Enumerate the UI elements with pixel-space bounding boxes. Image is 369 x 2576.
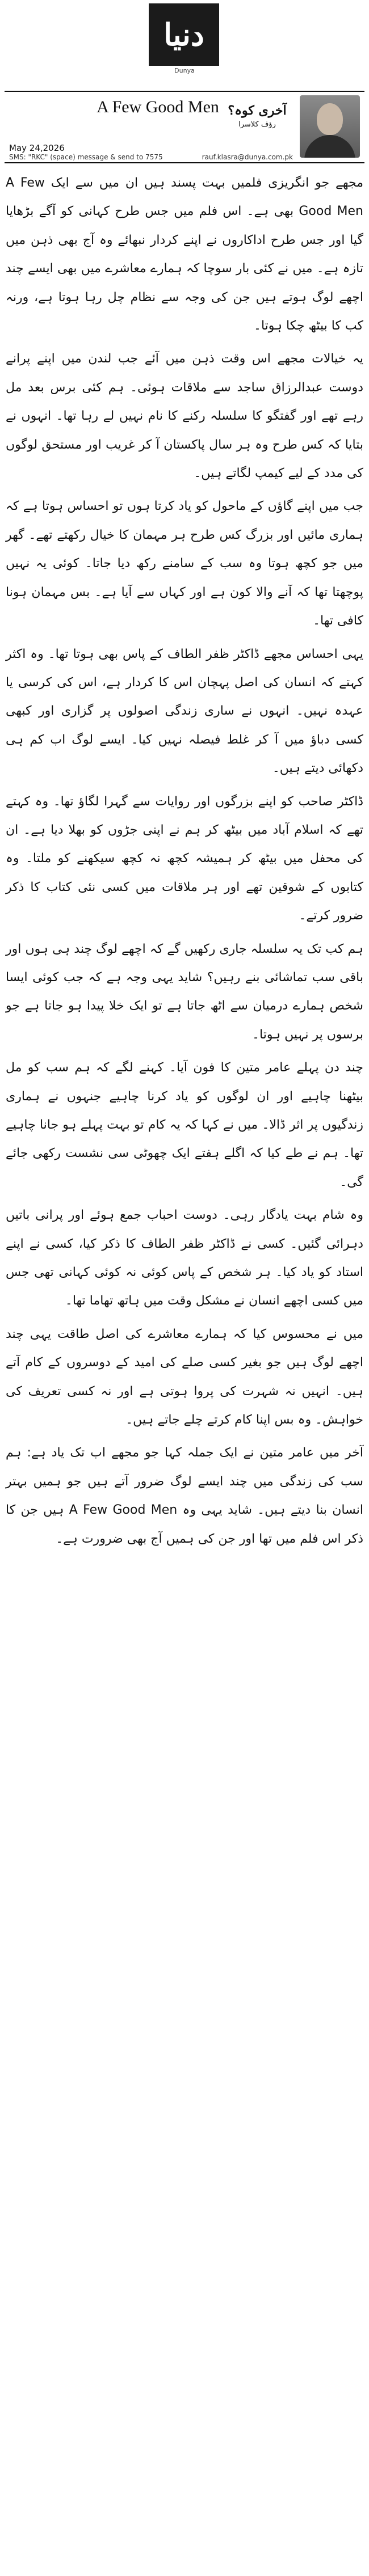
newspaper-logo: دنیا bbox=[149, 3, 219, 66]
column-header bbox=[5, 91, 364, 163]
masthead bbox=[0, 0, 369, 85]
paragraph: میں نے محسوس کیا کہ ہمارے معاشرے کی اصل طاقت یہی چند اچھے لوگ ہیں جو بغیر کسی صلے کی امید کے دوسروں کے کام آتے ہیں۔ انہیں نہ شہرت کی پروا ہوتی ہے اور نہ کسی تعریف کی خواہش۔ وہ بس اپنا کام کرتے چلے جاتے ہیں۔ bbox=[6, 1327, 363, 1428]
paragraph: وہ شام بہت یادگار رہی۔ دوست احباب جمع ہوئے اور پرانی باتیں دہرائی گئیں۔ کسی نے ڈاکٹر ظفر الطاف کا ذکر کیا، کسی نے اپنے استاد کو یاد کیا۔ ہر شخص کے پاس کوئی نہ کوئی کہانی تھی جس میں کسی اچھے انسان نے مشکل وقت میں ہاتھ تھاما تھا۔ bbox=[6, 1208, 363, 1308]
sms-info: SMS: "RKC" (space) message & send to 7575 bbox=[9, 153, 163, 161]
paragraph: ڈاکٹر صاحب کو اپنے بزرگوں اور روایات سے گہرا لگاؤ تھا۔ وہ کہتے تھے کہ اسلام آباد میں بیٹھ کر ہم نے اپنی جڑوں کو بھلا دیا ہے۔ ان کی محفل میں بیٹھ کر ہمیشہ کچھ نہ کچھ سیکھنے کو ملتا۔ وہ کتابوں کے شوقین تھے اور ہر ملاقات میں کسی نئی کتاب کا ذکر ضرور کرتے۔ bbox=[6, 794, 363, 923]
author-photo-shoulders bbox=[304, 135, 355, 158]
author-byline: رؤف کلاسرا bbox=[238, 120, 276, 129]
article-body bbox=[6, 169, 363, 1558]
paragraph: چند دن پہلے عامر متین کا فون آیا۔ کہنے لگے کہ ہم سب کو مل بیٹھنا چاہیے اور ان لوگوں کو یاد کرنا چاہیے جنہوں نے ہماری زندگیوں پر اثر ڈالا۔ میں نے کہا کہ یہ کام تو بہت پہلے ہو جانا چاہیے تھا۔ ہم نے طے کیا کہ اگلے ہفتے ایک چھوٹی سی نشست رکھی جائے گی۔ bbox=[6, 1061, 363, 1189]
author-photo bbox=[300, 95, 360, 158]
paragraph: مجھے جو انگریزی فلمیں بہت پسند ہیں ان میں سے ایک A Few Good Men بھی ہے۔ اس فلم میں جس طرح کہانی کو آگے بڑھایا گیا اور جس طرح اداکاروں نے اپنے کردار نبھائے وہ آج بھی ذہن میں تازہ ہے۔ میں نے کئی بار سوچا کہ ہمارے معاشرے میں بھی ایسے چند اچھے لوگ ہوتے ہیں جن کی وجہ سے نظام چل رہا ہوتا ہے، ورنہ کب کا بیٹھ چکا ہوتا۔ bbox=[6, 176, 364, 333]
paragraph: آخر میں عامر متین نے ایک جملہ کہا جو مجھے اب تک یاد ہے: ہم سب کی زندگی میں چند ایسے لوگ ضرور آتے ہیں جو ہمیں بہتر انسان بنا دیتے ہیں۔ شاید یہی وہ A Few Good Men ہیں جن کا ذکر اس فلم میں تھا اور جن کی ہمیں آج بھی ضرورت ہے۔ bbox=[6, 1446, 364, 1546]
column-name bbox=[220, 103, 294, 129]
column-name-text: آخری کوہ؟ bbox=[228, 103, 287, 118]
paragraph: یہی احساس مجھے ڈاکٹر ظفر الطاف کے پاس بھی ہوتا تھا۔ وہ اکثر کہتے کہ انسان کی اصل پہچان اس کا کردار ہے، اس کی کرسی یا عہدہ نہیں۔ انہوں نے ساری زندگی اصولوں پر گزاری اور کبھی کسی دباؤ میں آ کر غلط فیصلہ نہیں کیا۔ ایسے لوگ اب کم ہی دکھائی دیتے ہیں۔ bbox=[6, 647, 363, 776]
author-email[interactable]: rauf.klasra@dunya.com.pk bbox=[202, 153, 293, 161]
paragraph: یہ خیالات مجھے اس وقت ذہن میں آئے جب لندن میں اپنے پرانے دوست عبدالرزاق ساجد سے ملاقات ہوئی۔ ہم کئی برس بعد مل رہے تھے اور گفتگو کا سلسلہ رکنے کا نام نہیں لے رہا تھا۔ انہوں نے بتایا کہ کس طرح وہ ہر سال پاکستان آ کر غریب اور مستحق لوگوں کی مدد کے لیے کیمپ لگاتے ہیں۔ bbox=[6, 352, 363, 481]
paragraph: ہم کب تک یہ سلسلہ جاری رکھیں گے کہ اچھے لوگ چند ہی ہوں اور باقی سب تماشائی بنے رہیں؟ شاید یہی وجہ ہے کہ جب کوئی ایسا شخص ہمارے درمیان سے اٹھ جاتا ہے تو ایک خلا پیدا ہو جاتا ہے جو برسوں پر نہیں ہوتا۔ bbox=[6, 941, 363, 1042]
newspaper-logo-subtitle: Dunya bbox=[174, 67, 195, 74]
publish-date: May 24,2026 bbox=[9, 143, 65, 153]
column-headline: A Few Good Men bbox=[97, 98, 219, 116]
author-photo-head bbox=[317, 103, 343, 135]
paragraph: جب میں اپنے گاؤں کے ماحول کو یاد کرتا ہوں تو احساس ہوتا ہے کہ ہماری مائیں اور بزرگ کس طرح ہر مہمان کا خیال رکھتے تھے۔ گھر میں جو کچھ ہوتا وہ سب کے سامنے رکھ دیا جاتا۔ کوئی یہ نہیں پوچھتا تھا کہ آنے والا کون ہے اور کہاں سے آیا ہے۔ بس مہمان ہونا کافی تھا۔ bbox=[6, 499, 363, 628]
